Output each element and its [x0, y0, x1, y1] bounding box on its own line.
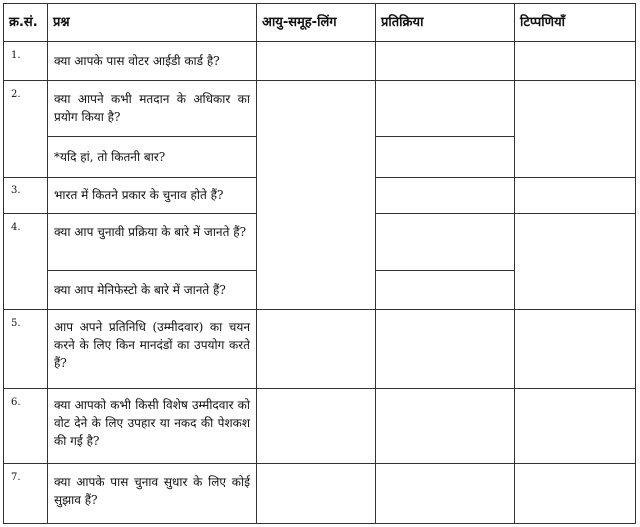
- question-text: क्या आप मेनिफेस्टो के बारे में जानते हैं?: [54, 283, 226, 297]
- row-divider: [375, 213, 636, 214]
- header-remarks: टिप्पणियाँ: [520, 15, 565, 30]
- row-divider: [3, 309, 636, 310]
- row-divider: [3, 177, 256, 178]
- row-number: 6.: [11, 397, 21, 408]
- header-response: प्रतिक्रिया: [381, 15, 424, 30]
- table-border-bottom: [3, 523, 636, 524]
- row-divider: [3, 41, 636, 42]
- row-divider: [3, 463, 636, 464]
- table-border-top: [3, 3, 636, 4]
- header-age-group: आयु-समूह-लिंग: [262, 15, 337, 30]
- col-divider: [375, 3, 376, 524]
- question-text: भारत में कितने प्रकार के चुनाव होते हैं?: [54, 188, 224, 202]
- question-text: क्या आपको कभी किसी विशेष उम्मीदवार को वोट देने के लिए उपहार या नकद की पेशकश की गई है?: [54, 398, 250, 448]
- row-divider: [3, 388, 636, 389]
- col-divider: [514, 3, 515, 524]
- survey-table: [3, 3, 636, 524]
- row-divider: [3, 80, 636, 81]
- row-number: 4.: [11, 222, 21, 233]
- question-text: क्या आप चुनावी प्रक्रिया के बारे में जानते हैं?: [54, 225, 247, 239]
- row-divider: [3, 213, 256, 214]
- col-divider: [47, 3, 48, 524]
- header-sno: क्र.सं.: [9, 15, 38, 30]
- subrow-divider: [375, 270, 514, 271]
- question-text: क्या आपने कभी मतदान के अधिकार का प्रयोग किया है?: [54, 92, 250, 124]
- question-text: *यदि हां, तो कितनी बार?: [54, 150, 166, 164]
- col-divider: [256, 3, 257, 524]
- question-text: क्या आपके पास चुनाव सुधार के लिए कोई सुझाव हैं?: [54, 475, 250, 507]
- subrow-divider: [375, 136, 514, 137]
- row-number: 7.: [11, 472, 21, 483]
- table-border-left: [3, 3, 4, 524]
- header-question: प्रश्न: [53, 15, 70, 30]
- question-text: क्या आपके पास वोटर आईडी कार्ड है?: [54, 54, 220, 68]
- question-text: आप अपने प्रतिनिधि (उम्मीदवार) का चयन करने के लिए किन मानदंडों का उपयोग करते हैं?: [54, 320, 250, 370]
- row-number: 1.: [11, 50, 21, 61]
- row-number: 5.: [11, 318, 21, 329]
- subrow-divider: [47, 270, 256, 271]
- row-divider: [375, 177, 636, 178]
- subrow-divider: [47, 136, 256, 137]
- table-border-right: [635, 3, 636, 524]
- row-number: 3.: [11, 185, 21, 196]
- row-number: 2.: [11, 89, 21, 100]
